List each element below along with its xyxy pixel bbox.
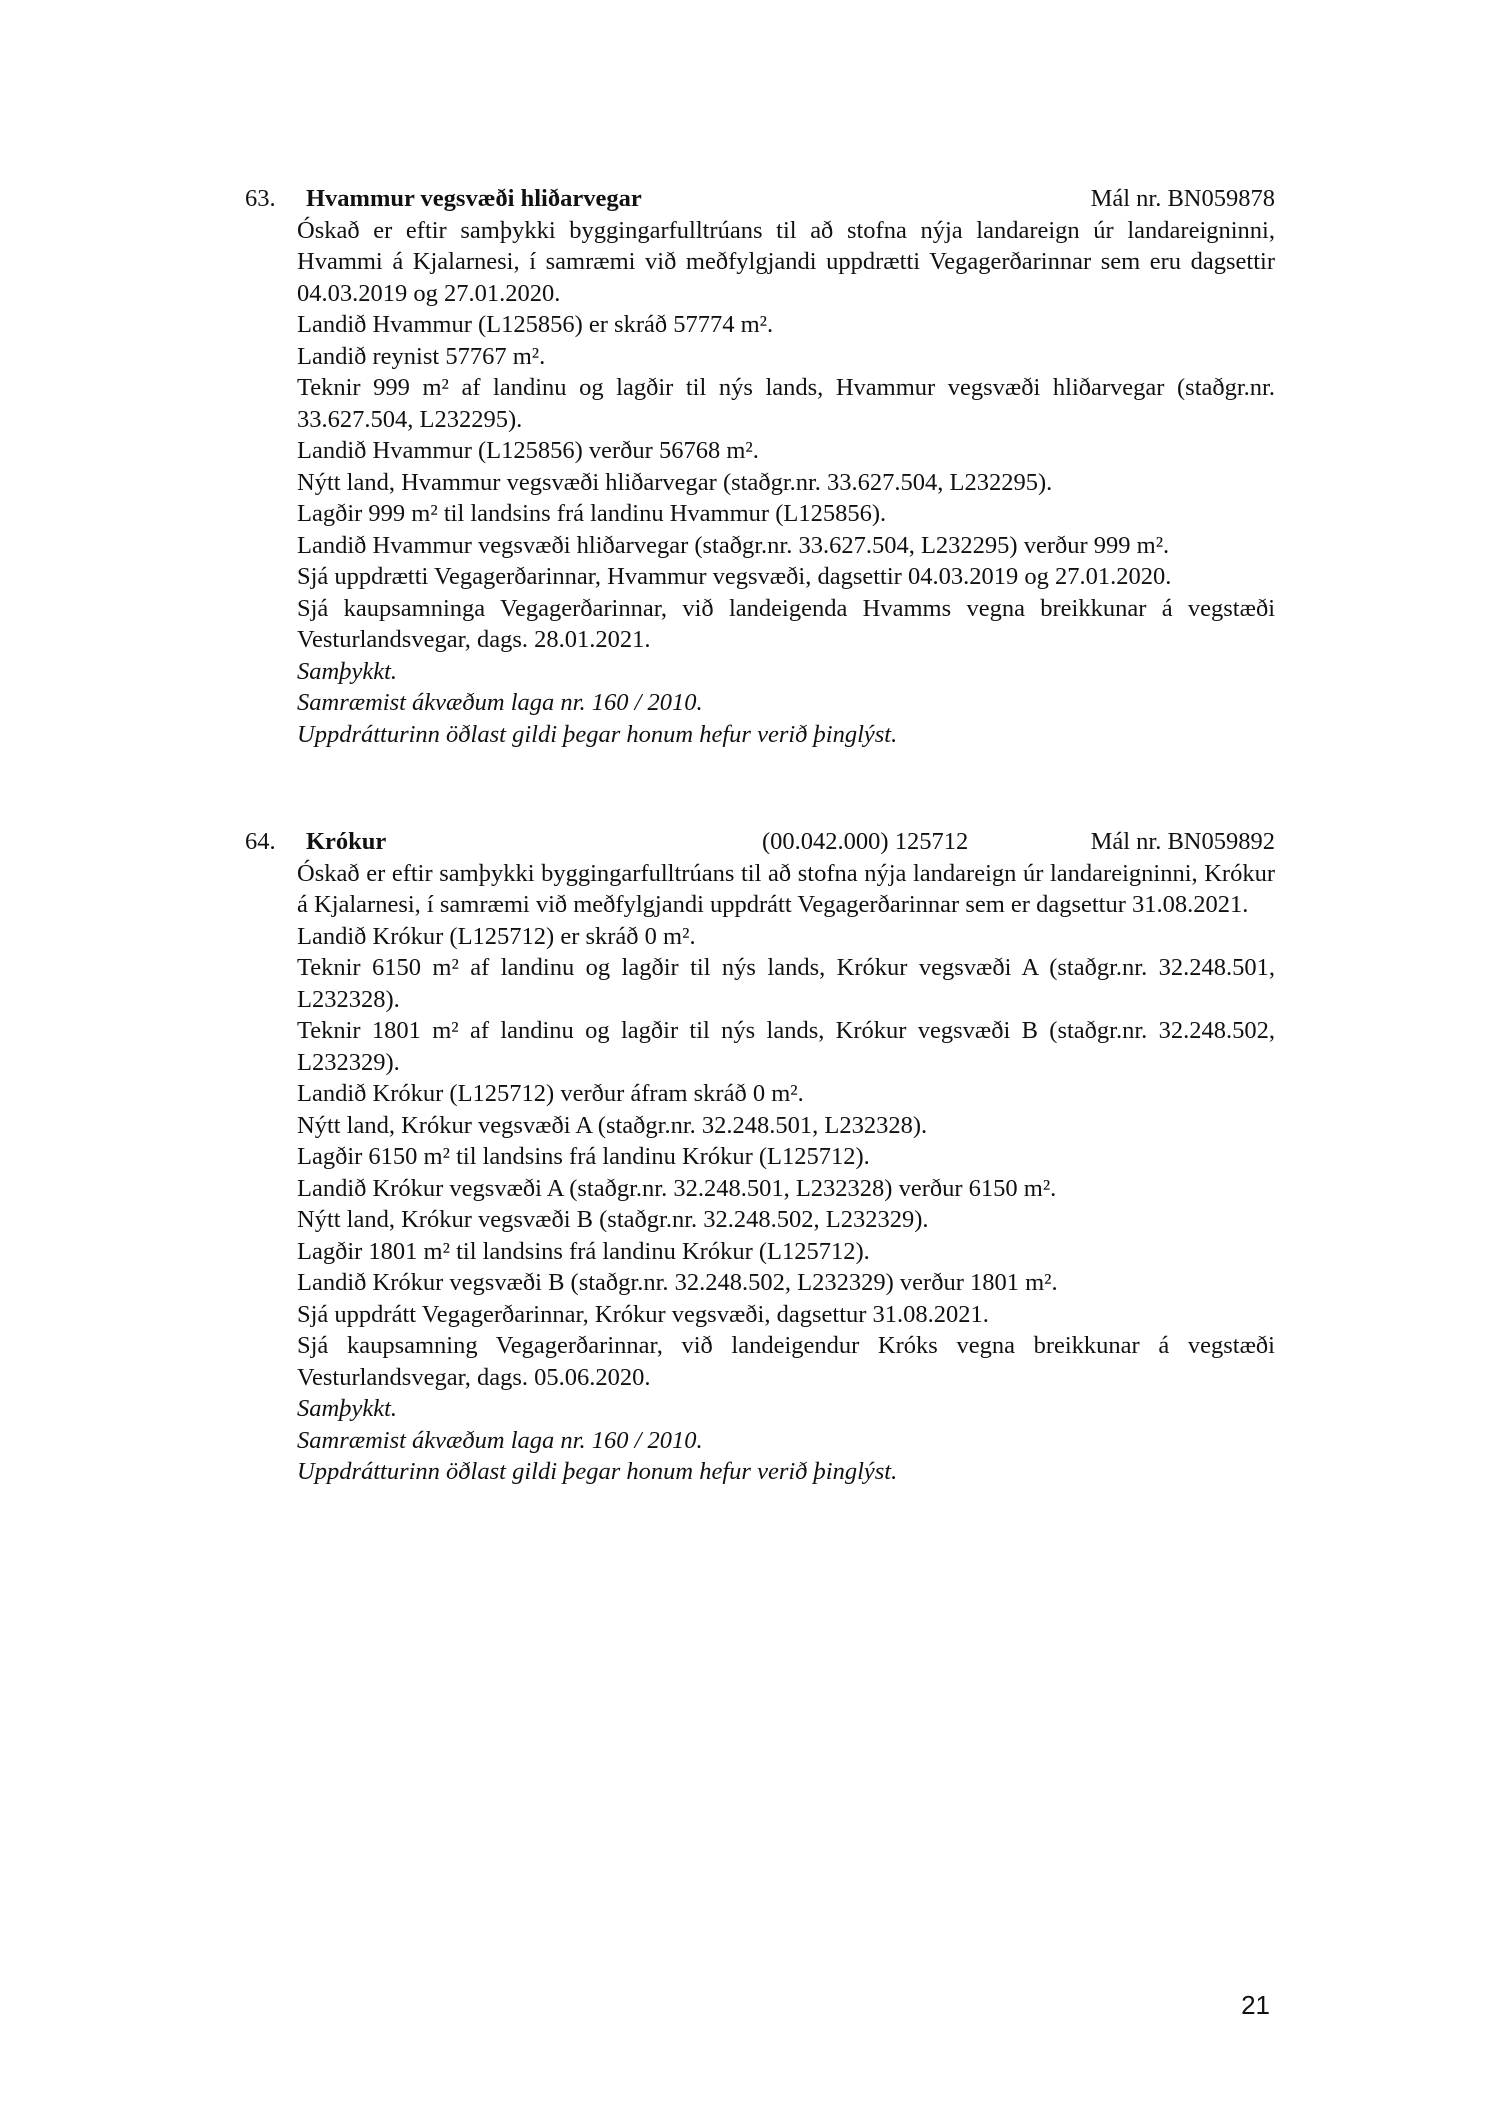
body-line: Sjá uppdrátt Vegagerðarinnar, Krókur vegsvæði, dagsettur 31.08.2021. (297, 1300, 989, 1328)
property-reference: (00.042.000) 125712 (762, 828, 969, 855)
body-line: Landið Hvammur vegsvæði hliðarvegar (staðgr.nr. 33.627.504, L232295) verður 999 m². (297, 531, 1170, 559)
item-title: Hvammur vegsvæði hliðarvegar (306, 185, 642, 212)
decision-line: Samþykkt. (297, 657, 397, 685)
case-number: Mál nr. BN059878 (1090, 185, 1275, 212)
decision-line: Samræmist ákvæðum laga nr. 160 / 2010. (297, 1426, 703, 1454)
body-line: Sjá kaupsamninga Vegagerðarinnar, við landeigenda Hvamms vegna breikkunar á vegstæði Vesturlandsvegar, dags. 28.01.2021. (297, 594, 1275, 653)
body-line: Sjá kaupsamning Vegagerðarinnar, við landeigendur Króks vegna breikkunar á vegstæði Vesturlandsvegar, dags. 05.06.2020. (297, 1332, 1275, 1391)
body-line: Landið Hvammur (L125856) verður 56768 m². (297, 437, 759, 464)
decision-line: Samþykkt. (297, 1395, 397, 1422)
item-number: 63. (245, 185, 276, 212)
item-header (245, 183, 1275, 215)
body-line: Nýtt land, Krókur vegsvæði A (staðgr.nr. 32.248.501, L232328). (297, 1111, 928, 1139)
decision-line: Uppdrátturinn öðlast gildi þegar honum hefur verið þinglýst. (297, 720, 898, 748)
page-number: 21 (1241, 1990, 1270, 2020)
body-line: Lagðir 6150 m² til landsins frá landinu Krókur (L125712). (297, 1143, 870, 1170)
body-line: Óskað er eftir samþykki byggingarfulltrúans til að stofna nýja landareign úr landareigninni, Krókur á Kjalarnesi, í samræmi við meðfylgjandi uppdrátt Vegagerðarinnar sem er dagsettur 31.08.2021. (297, 859, 1275, 918)
item-header (245, 826, 1275, 858)
body-line: Landið Hvammur (L125856) er skráð 57774 m². (297, 311, 774, 338)
item-title: Krókur (306, 828, 387, 855)
decision-line: Samræmist ákvæðum laga nr. 160 / 2010. (297, 689, 703, 716)
body-line: Nýtt land, Hvammur vegsvæði hliðarvegar (staðgr.nr. 33.627.504, L232295). (297, 468, 1053, 496)
item-body (297, 215, 1275, 751)
body-line: Landið Krókur (L125712) er skráð 0 m². (297, 922, 696, 950)
body-line: Nýtt land, Krókur vegsvæði B (staðgr.nr. 32.248.502, L232329). (297, 1206, 929, 1233)
body-line: Lagðir 999 m² til landsins frá landinu Hvammur (L125856). (297, 500, 887, 527)
body-line: Teknir 6150 m² af landinu og lagðir til nýs lands, Krókur vegsvæði A (staðgr.nr. 32.248.501, L232328). (297, 954, 1275, 1013)
body-line: Teknir 999 m² af landinu og lagðir til nýs lands, Hvammur vegsvæði hliðarvegar (staðgr.nr. 33.627.504, L232295). (297, 374, 1275, 433)
agenda-item-64 (245, 826, 1275, 1488)
body-line: Landið Krókur vegsvæði A (staðgr.nr. 32.248.501, L232328) verður 6150 m². (297, 1174, 1057, 1202)
item-body (297, 858, 1275, 1488)
body-line: Landið Krókur vegsvæði B (staðgr.nr. 32.248.502, L232329) verður 1801 m². (297, 1269, 1058, 1296)
body-line: Sjá uppdrætti Vegagerðarinnar, Hvammur vegsvæði, dagsettir 04.03.2019 og 27.01.2020. (297, 563, 1172, 590)
item-number: 64. (245, 828, 276, 855)
agenda-item-63 (245, 183, 1275, 750)
body-line: Óskað er eftir samþykki byggingarfulltrúans til að stofna nýja landareign úr landareigninni, Hvammi á Kjalarnesi, í samræmi við meðfylgjandi uppdrætti Vegagerðarinnar sem eru dagsettir 04.03.2019 og 27.01.2020. (297, 216, 1275, 307)
body-line: Teknir 1801 m² af landinu og lagðir til nýs lands, Krókur vegsvæði B (staðgr.nr. 32.248.502, L232329). (297, 1017, 1275, 1076)
decision-line: Uppdrátturinn öðlast gildi þegar honum hefur verið þinglýst. (297, 1458, 898, 1485)
body-line: Landið reynist 57767 m². (297, 342, 546, 370)
body-line: Lagðir 1801 m² til landsins frá landinu Krókur (L125712). (297, 1237, 870, 1265)
body-line: Landið Krókur (L125712) verður áfram skráð 0 m². (297, 1080, 804, 1107)
case-number: Mál nr. BN059892 (1090, 828, 1275, 855)
